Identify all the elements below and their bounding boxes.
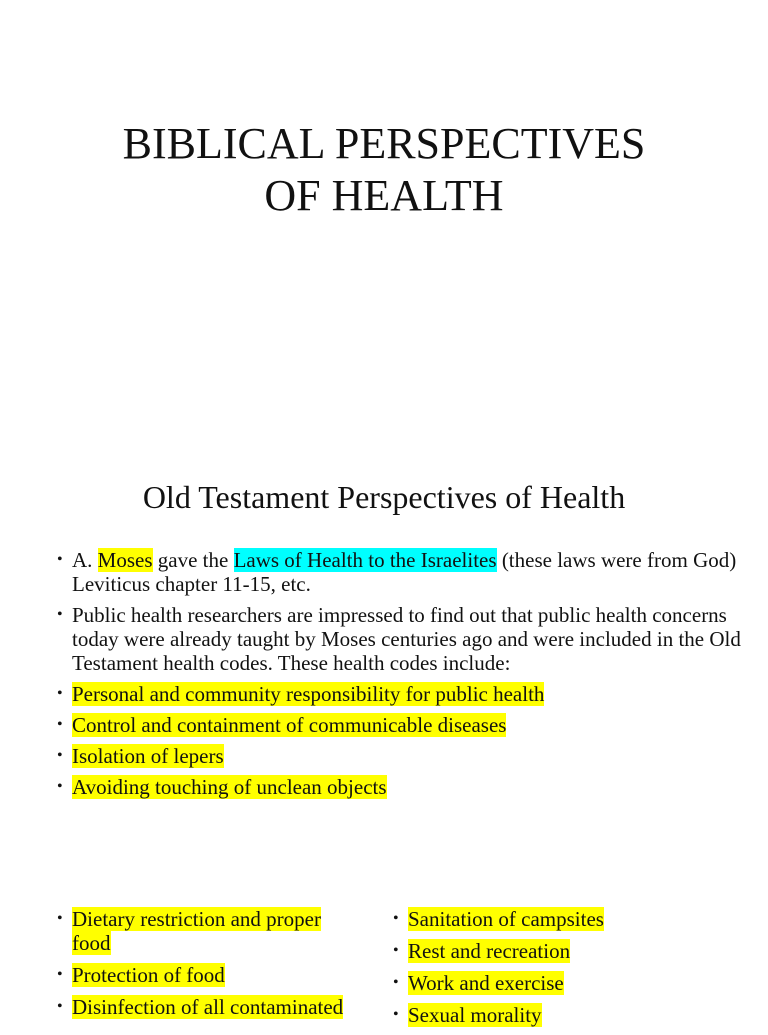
highlighted-item: Sexual morality	[408, 1003, 542, 1027]
list-item	[55, 963, 355, 987]
highlighted-laws: Laws of Health to the Israelites	[233, 548, 497, 572]
highlighted-item: Disinfection of all contaminated	[72, 995, 344, 1019]
section-title: Old Testament Perspectives of Health	[142, 479, 626, 515]
bullet-text: gave the	[152, 548, 234, 572]
highlighted-item: Personal and community responsibility for public health	[72, 682, 545, 706]
bullet-text: (these laws were from God) Leviticus chapter 11-15, etc.	[72, 548, 737, 596]
highlighted-item: Avoiding touching of unclean objects	[72, 775, 387, 799]
list-item	[55, 995, 355, 1019]
bullet-prefix: A.	[72, 548, 98, 572]
highlighted-item: Isolation of lepers	[72, 744, 224, 768]
slide-title-line-2: OF HEALTH	[264, 171, 504, 220]
list-item	[55, 907, 355, 955]
list-item	[391, 1003, 731, 1027]
right-column-list	[391, 907, 731, 1035]
slide-title	[0, 118, 768, 222]
slide-title-line-1: BIBLICAL PERSPECTIVES	[122, 119, 646, 168]
list-item	[391, 907, 731, 931]
highlighted-item: Dietary restriction and proper food	[72, 907, 321, 955]
list-item	[391, 971, 731, 995]
health-bullet-list	[55, 548, 745, 806]
highlighted-item: Control and containment of communicable diseases	[72, 713, 507, 737]
list-item	[55, 682, 745, 706]
left-column-list	[55, 907, 355, 1027]
highlighted-item: Work and exercise	[408, 971, 564, 995]
list-item	[55, 713, 745, 737]
highlighted-item: Protection of food	[72, 963, 225, 987]
highlighted-item: Sanitation of campsites	[408, 907, 604, 931]
list-item	[55, 775, 745, 799]
list-item	[55, 548, 745, 596]
list-item	[391, 939, 731, 963]
list-item	[55, 744, 745, 768]
highlighted-item: Rest and recreation	[408, 939, 571, 963]
highlighted-moses: Moses	[97, 548, 153, 572]
list-item: • Public health researchers are impressed to find out that public health concerns today were already taught by Moses centuries ago and were included in the Old Testament health codes. These health codes include:	[55, 603, 745, 675]
